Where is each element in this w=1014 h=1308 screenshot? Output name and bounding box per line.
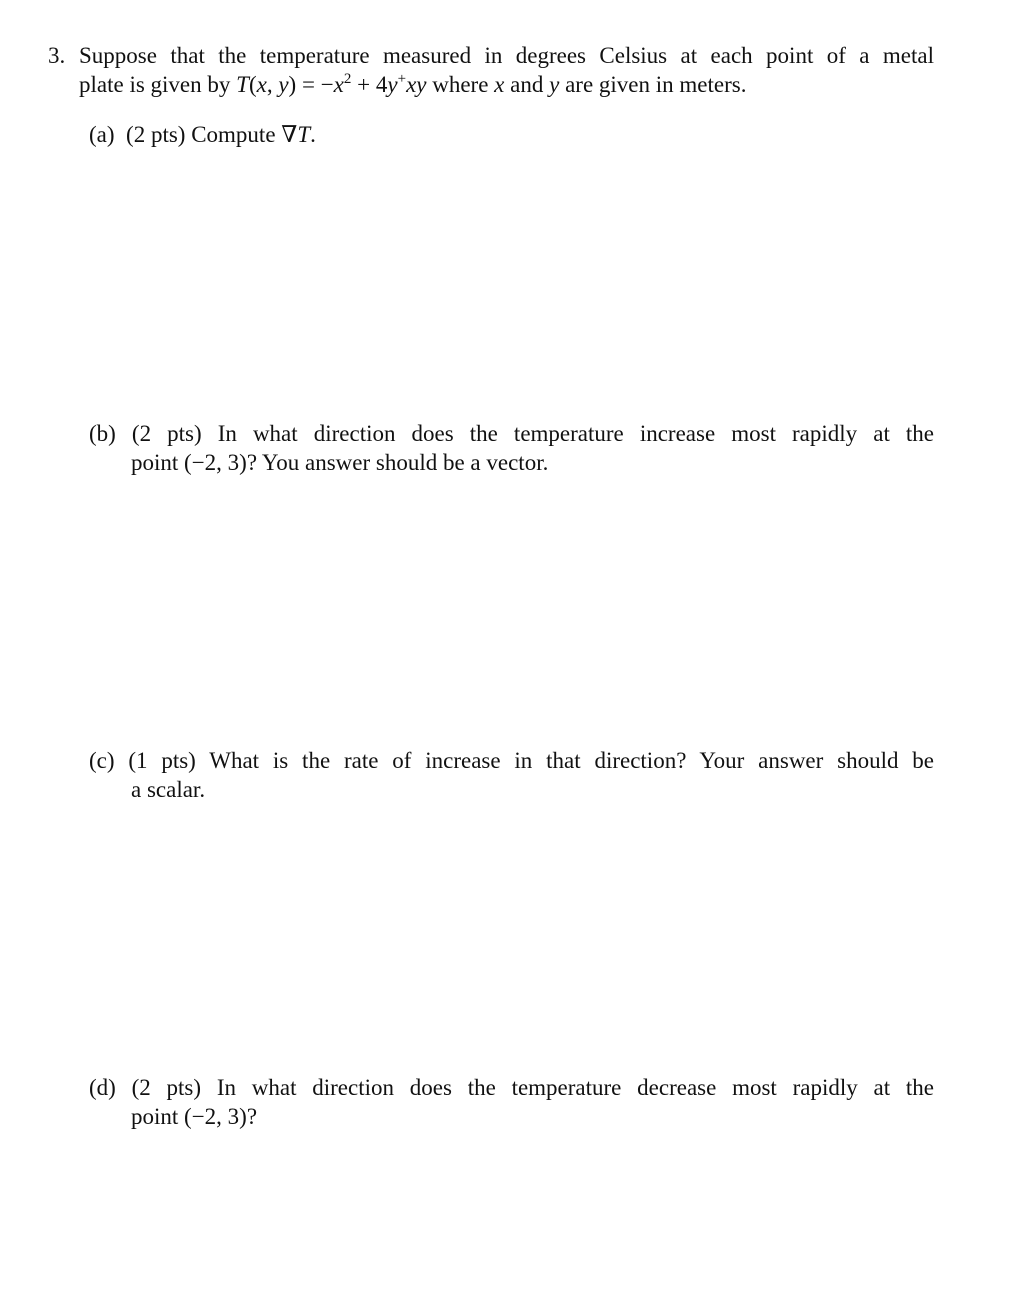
part-d-point: (−2, 3) bbox=[184, 1104, 247, 1129]
part-b-line-2: point (−2, 3)? You answer should be a vector. bbox=[131, 450, 549, 475]
part-a-label: (a) bbox=[89, 122, 115, 147]
part-c-points: (1 pts) bbox=[128, 748, 196, 773]
part-b-point: (−2, 3) bbox=[184, 450, 247, 475]
question-intro-line-1: Suppose that the temperature measured in degrees Celsius at each point of a metal bbox=[79, 43, 934, 68]
part-c-label: (c) bbox=[89, 748, 115, 773]
part-a bbox=[89, 120, 934, 149]
question-number: 3. bbox=[48, 43, 66, 68]
part-c bbox=[89, 746, 934, 804]
part-d-label: (d) bbox=[89, 1075, 116, 1100]
nabla-symbol: ∇ bbox=[281, 122, 298, 147]
part-a-line-1: (a) (2 pts) Compute ∇T. bbox=[89, 122, 316, 147]
part-a-points: (2 pts) bbox=[126, 122, 186, 147]
part-c-line-2: a scalar. bbox=[131, 777, 206, 802]
question-intro-line-2: plate is given by T(x, $y) = -x^2 + 4y^+xy$ where x and y are given in meters. bbox=[79, 71, 747, 97]
part-b-line-1: (b) (2 pts) In what direction does the temperature increase most rapidly at the bbox=[89, 421, 935, 446]
part-d-line-2: point (−2, 3)? bbox=[131, 1104, 258, 1129]
part-d bbox=[89, 1073, 934, 1131]
question-intro bbox=[79, 41, 934, 103]
part-c-line-1: (c) (1 pts) What is the rate of increase in that direction? Your answer should be bbox=[89, 748, 934, 773]
part-b-label: (b) bbox=[89, 421, 116, 446]
part-b bbox=[89, 419, 934, 477]
part-d-line-1: (d) (2 pts) In what direction does the temperature decrease most rapidly at the bbox=[89, 1075, 934, 1100]
part-d-points: (2 pts) bbox=[131, 1075, 202, 1100]
part-b-points: (2 pts) bbox=[131, 421, 202, 446]
